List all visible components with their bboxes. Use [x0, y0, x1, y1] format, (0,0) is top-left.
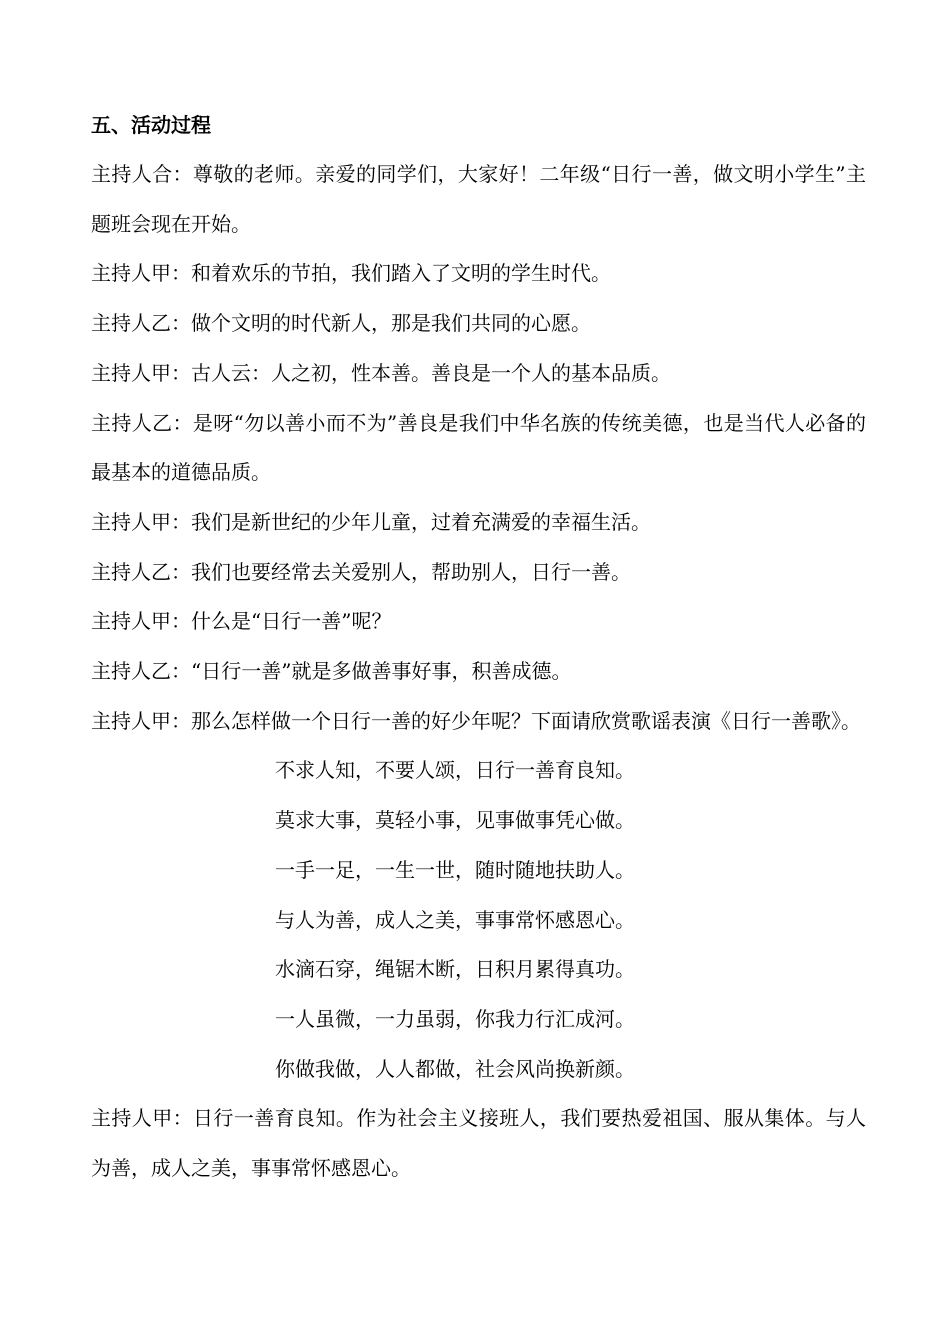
document-page	[91, 100, 866, 1194]
lyric-line: 不求人知，不要人颂，日行一善育良知。	[275, 758, 635, 783]
lyric-line: 一人虽微，一力虽弱，你我力行汇成河。	[275, 1006, 635, 1031]
paragraph: 主持人甲：日行一善育良知。作为社会主义接班人，我们要热爱祖国、服从集体。与人为善，成人之美，事事常怀感恩心。	[91, 1106, 866, 1181]
paragraph: 主持人乙：我们也要经常去关爱别人，帮助别人，日行一善。	[91, 559, 631, 584]
paragraph: 主持人合：尊敬的老师。亲爱的同学们，大家好！二年级“日行一善，做文明小学生”主题班会现在开始。	[91, 162, 866, 236]
lyric-line: 与人为善，成人之美，事事常怀感恩心。	[275, 907, 635, 932]
lyric-line: 莫求大事，莫轻小事，见事做事凭心做。	[275, 808, 635, 833]
lyric-line: 你做我做，人人都做，社会风尚换新颜。	[275, 1056, 635, 1081]
paragraph: 主持人甲：那么怎样做一个日行一善的好少年呢？下面请欣赏歌谣表演《日行一善歌》。	[91, 708, 861, 733]
dialogue-after	[91, 1094, 866, 1193]
paragraph: 主持人甲：古人云：人之初，性本善。善良是一个人的基本品质。	[91, 360, 671, 385]
paragraph: 主持人甲：什么是“日行一善”呢？	[91, 609, 392, 634]
paragraph: 主持人乙：“日行一善”就是多做善事好事，积善成德。	[91, 659, 572, 684]
lyric-line: 水滴石穿，绳锯木断，日积月累得真功。	[275, 957, 635, 982]
paragraph: 主持人乙：做个文明的时代新人，那是我们共同的心愿。	[91, 311, 591, 336]
song-lyrics	[91, 746, 866, 1094]
dialogue-before	[91, 150, 866, 746]
paragraph: 主持人甲：我们是新世纪的少年儿童，过着充满爱的幸福生活。	[91, 509, 651, 534]
section-heading: 五、活动过程	[91, 113, 211, 137]
paragraph: 主持人甲：和着欢乐的节拍，我们踏入了文明的学生时代。	[91, 261, 611, 286]
paragraph: 主持人乙：是呀“勿以善小而不为”善良是我们中华名族的传统美德，也是当代人必备的最基本的道德品质。	[91, 410, 866, 485]
lyric-line: 一手一足，一生一世，随时随地扶助人。	[275, 857, 635, 882]
